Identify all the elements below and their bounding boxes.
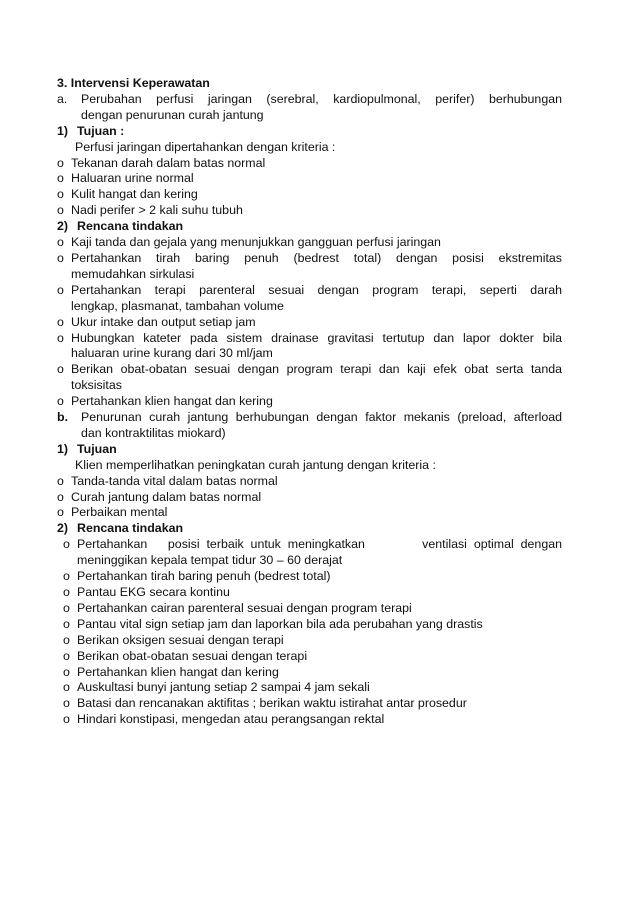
list-item: o Nadi perifer > 2 kali suhu tubuh <box>57 203 243 218</box>
bullet-icon: o <box>63 600 70 615</box>
list-item: o Curah jantung dalam batas normal <box>57 489 262 504</box>
a-tujuan-title: Tujuan : <box>77 123 125 138</box>
a-rencana-title: Rencana tindakan <box>77 219 184 234</box>
list-item: o Kulit hangat dan kering <box>57 187 198 202</box>
list-item: o Ukur intake dan output setiap jam <box>57 314 256 329</box>
list-item: o Tekanan darah dalam batas normal <box>57 155 266 170</box>
list-item: o Pertahankan terapi parenteral sesuai dengan program terapi, seperti darah lengkap, plasmanat, tambahan volume <box>57 282 562 313</box>
a-rencana-heading <box>57 219 562 235</box>
bullet-icon: o <box>57 505 64 520</box>
diagnosis-a-line1: Perubahan perfusi jaringan (serebral, kardiopulmonal, perifer) berhubungan <box>81 91 562 106</box>
diagnosis-b-line1: Penurunan curah jantung berhubungan dengan faktor mekanis (preload, afterload <box>81 410 562 425</box>
bullet-icon: o <box>57 187 64 202</box>
list-item: o Haluaran urine normal <box>57 171 194 186</box>
diagnosis-b-line2: dan kontraktilitas miokard) <box>81 425 226 440</box>
list-item: o Pertahankan cairan parenteral sesuai dengan program terapi <box>63 600 412 615</box>
diagnosis-a <box>57 92 562 124</box>
list-item: o Batasi dan rencanakan aktifitas ; berikan waktu istirahat antar prosedur <box>63 696 467 711</box>
bullet-icon: o <box>63 569 70 584</box>
list-item: o Pantau vital sign setiap jam dan laporkan bila ada perubahan yang drastis <box>63 616 483 631</box>
diagnosis-a-line2: dengan penurunan curah jantung <box>81 107 264 122</box>
list-item: o Perbaikan mental <box>57 505 168 520</box>
b-rencana-title: Rencana tindakan <box>77 521 184 536</box>
b-tujuan-title: Tujuan <box>77 441 117 456</box>
bullet-icon: o <box>57 282 64 297</box>
bullet-icon: o <box>63 696 70 711</box>
list-item: o Hubungkan kateter pada sistem drainase gravitasi tertutup dan lapor dokter bila haluaran urine kurang dari 30 ml/jam <box>57 330 562 361</box>
bullet-icon: o <box>63 680 70 695</box>
bullet-icon: o <box>63 537 70 552</box>
a-tujuan-bullets <box>57 156 562 220</box>
bullet-icon: o <box>57 473 64 488</box>
bullet-icon: o <box>63 664 70 679</box>
bullet-icon: o <box>63 632 70 647</box>
list-item: o Pantau EKG secara kontinu <box>63 585 230 599</box>
section-heading: 3. Intervensi Keperawatan <box>57 76 210 90</box>
b-tujuan-intro: Klien memperlihatkan peningkatan curah jantung dengan kriteria : <box>75 457 436 472</box>
list-item: o Pertahankan tirah baring penuh (bedrest total) <box>63 569 331 584</box>
a-tujuan-marker: 1) <box>57 123 69 138</box>
a-rencana-marker: 2) <box>57 219 69 234</box>
a-rencana-list <box>57 235 562 410</box>
bullet-icon: o <box>57 203 64 218</box>
bullet-icon: o <box>57 314 64 329</box>
diagnosis-b-marker: b. <box>57 410 69 425</box>
a-tujuan-intro: Perfusi jaringan dipertahankan dengan kriteria : <box>75 139 336 154</box>
bullet-icon: o <box>57 171 64 186</box>
a-tujuan-heading <box>57 124 562 140</box>
list-item: o Berikan obat-obatan sesuai dengan terapi <box>63 648 308 663</box>
diagnosis-a-marker: a. <box>57 91 68 106</box>
bullet-icon: o <box>57 394 64 409</box>
b-tujuan-heading <box>57 442 562 458</box>
list-item: o Tanda-tanda vital dalam batas normal <box>57 473 278 488</box>
b-rencana-list <box>57 537 562 728</box>
document-page <box>57 76 562 728</box>
b-tujuan-bullets <box>57 474 562 522</box>
bullet-icon: o <box>63 712 70 727</box>
bullet-icon: o <box>57 330 64 345</box>
bullet-icon: o <box>57 235 64 250</box>
list-item: o Berikan obat-obatan sesuai dengan program terapi dan kaji efek obat serta tanda toksisitas <box>57 362 562 393</box>
bullet-icon: o <box>63 585 70 599</box>
diagnosis-b <box>57 410 562 442</box>
bullet-icon: o <box>57 250 64 265</box>
bullet-icon: o <box>57 362 64 377</box>
list-item: o Pertahankan klien hangat dan kering <box>63 664 279 679</box>
list-item: o Hindari konstipasi, mengedan atau perangsangan rektal <box>63 712 385 727</box>
b-rencana-heading <box>57 521 562 537</box>
bullet-icon: o <box>63 616 70 631</box>
list-item: o Pertahankan tirah baring penuh (bedrest total) dengan posisi ekstremitas memudahkan sirkulasi <box>57 250 562 281</box>
b-tujuan-marker: 1) <box>57 441 69 456</box>
b-rencana-marker: 2) <box>57 521 69 536</box>
bullet-icon: o <box>57 155 64 170</box>
list-item: o Pertahankan posisi terbaik untuk meningkatkan ventilasi optimal dengan meninggikan kepala tempat tidur 30 – 60 derajat <box>63 537 562 568</box>
bullet-icon: o <box>63 648 70 663</box>
list-item: o Kaji tanda dan gejala yang menunjukkan gangguan perfusi jaringan <box>57 235 441 250</box>
list-item: o Pertahankan klien hangat dan kering <box>57 394 273 409</box>
list-item: o Berikan oksigen sesuai dengan terapi <box>63 632 284 647</box>
bullet-icon: o <box>57 489 64 504</box>
list-item: o Auskultasi bunyi jantung setiap 2 sampai 4 jam sekali <box>63 680 370 695</box>
